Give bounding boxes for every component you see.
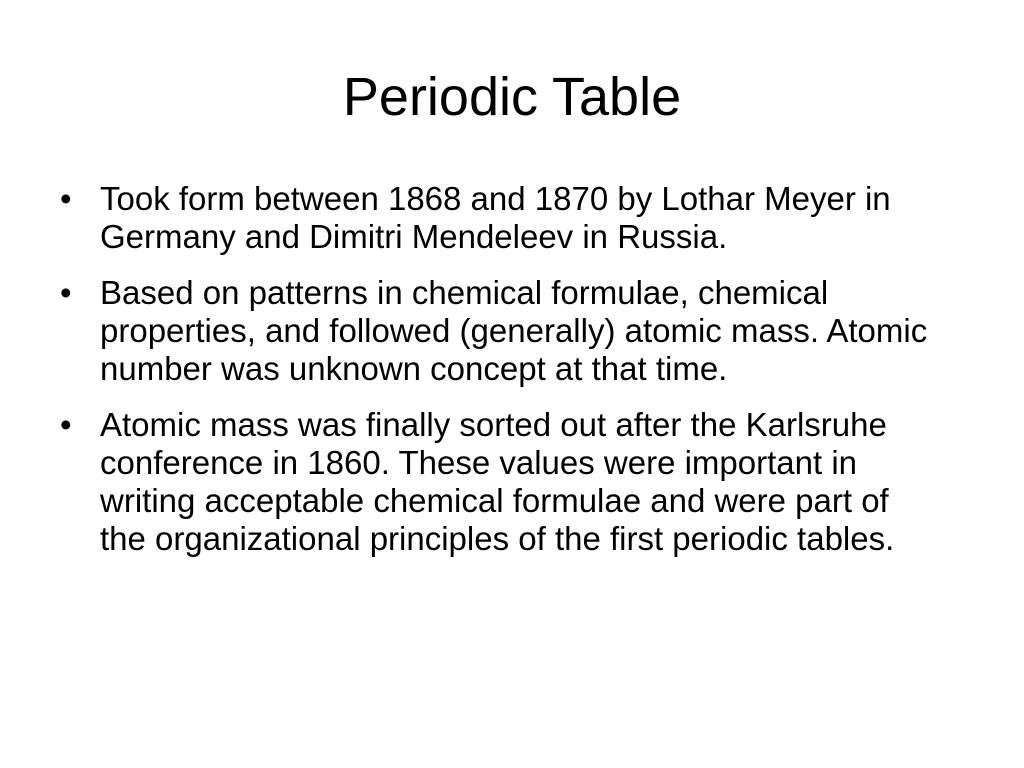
bullet-item (60, 274, 940, 388)
bullet-marker-icon: • (60, 406, 72, 443)
bullet-text: Took form between 1868 and 1870 by Lothar Meyer in Germany and Dimitri Mendeleev in Russia. (100, 180, 891, 255)
bullet-list (60, 180, 940, 576)
bullet-item (60, 180, 940, 256)
bullet-marker-icon: • (60, 180, 72, 217)
bullet-marker-icon: • (60, 274, 72, 311)
bullet-text: Atomic mass was finally sorted out after the Karlsruhe conference in 1860. These values were important in writing acceptable chemical formulae and were part of the organizational principles of the first periodic tables. (100, 406, 895, 557)
slide-title: Periodic Table (342, 67, 682, 127)
bullet-item (60, 406, 940, 558)
bullet-text: Based on patterns in chemical formulae, chemical properties, and followed (generally) atomic mass. Atomic number was unknown concept at that time. (100, 274, 928, 387)
